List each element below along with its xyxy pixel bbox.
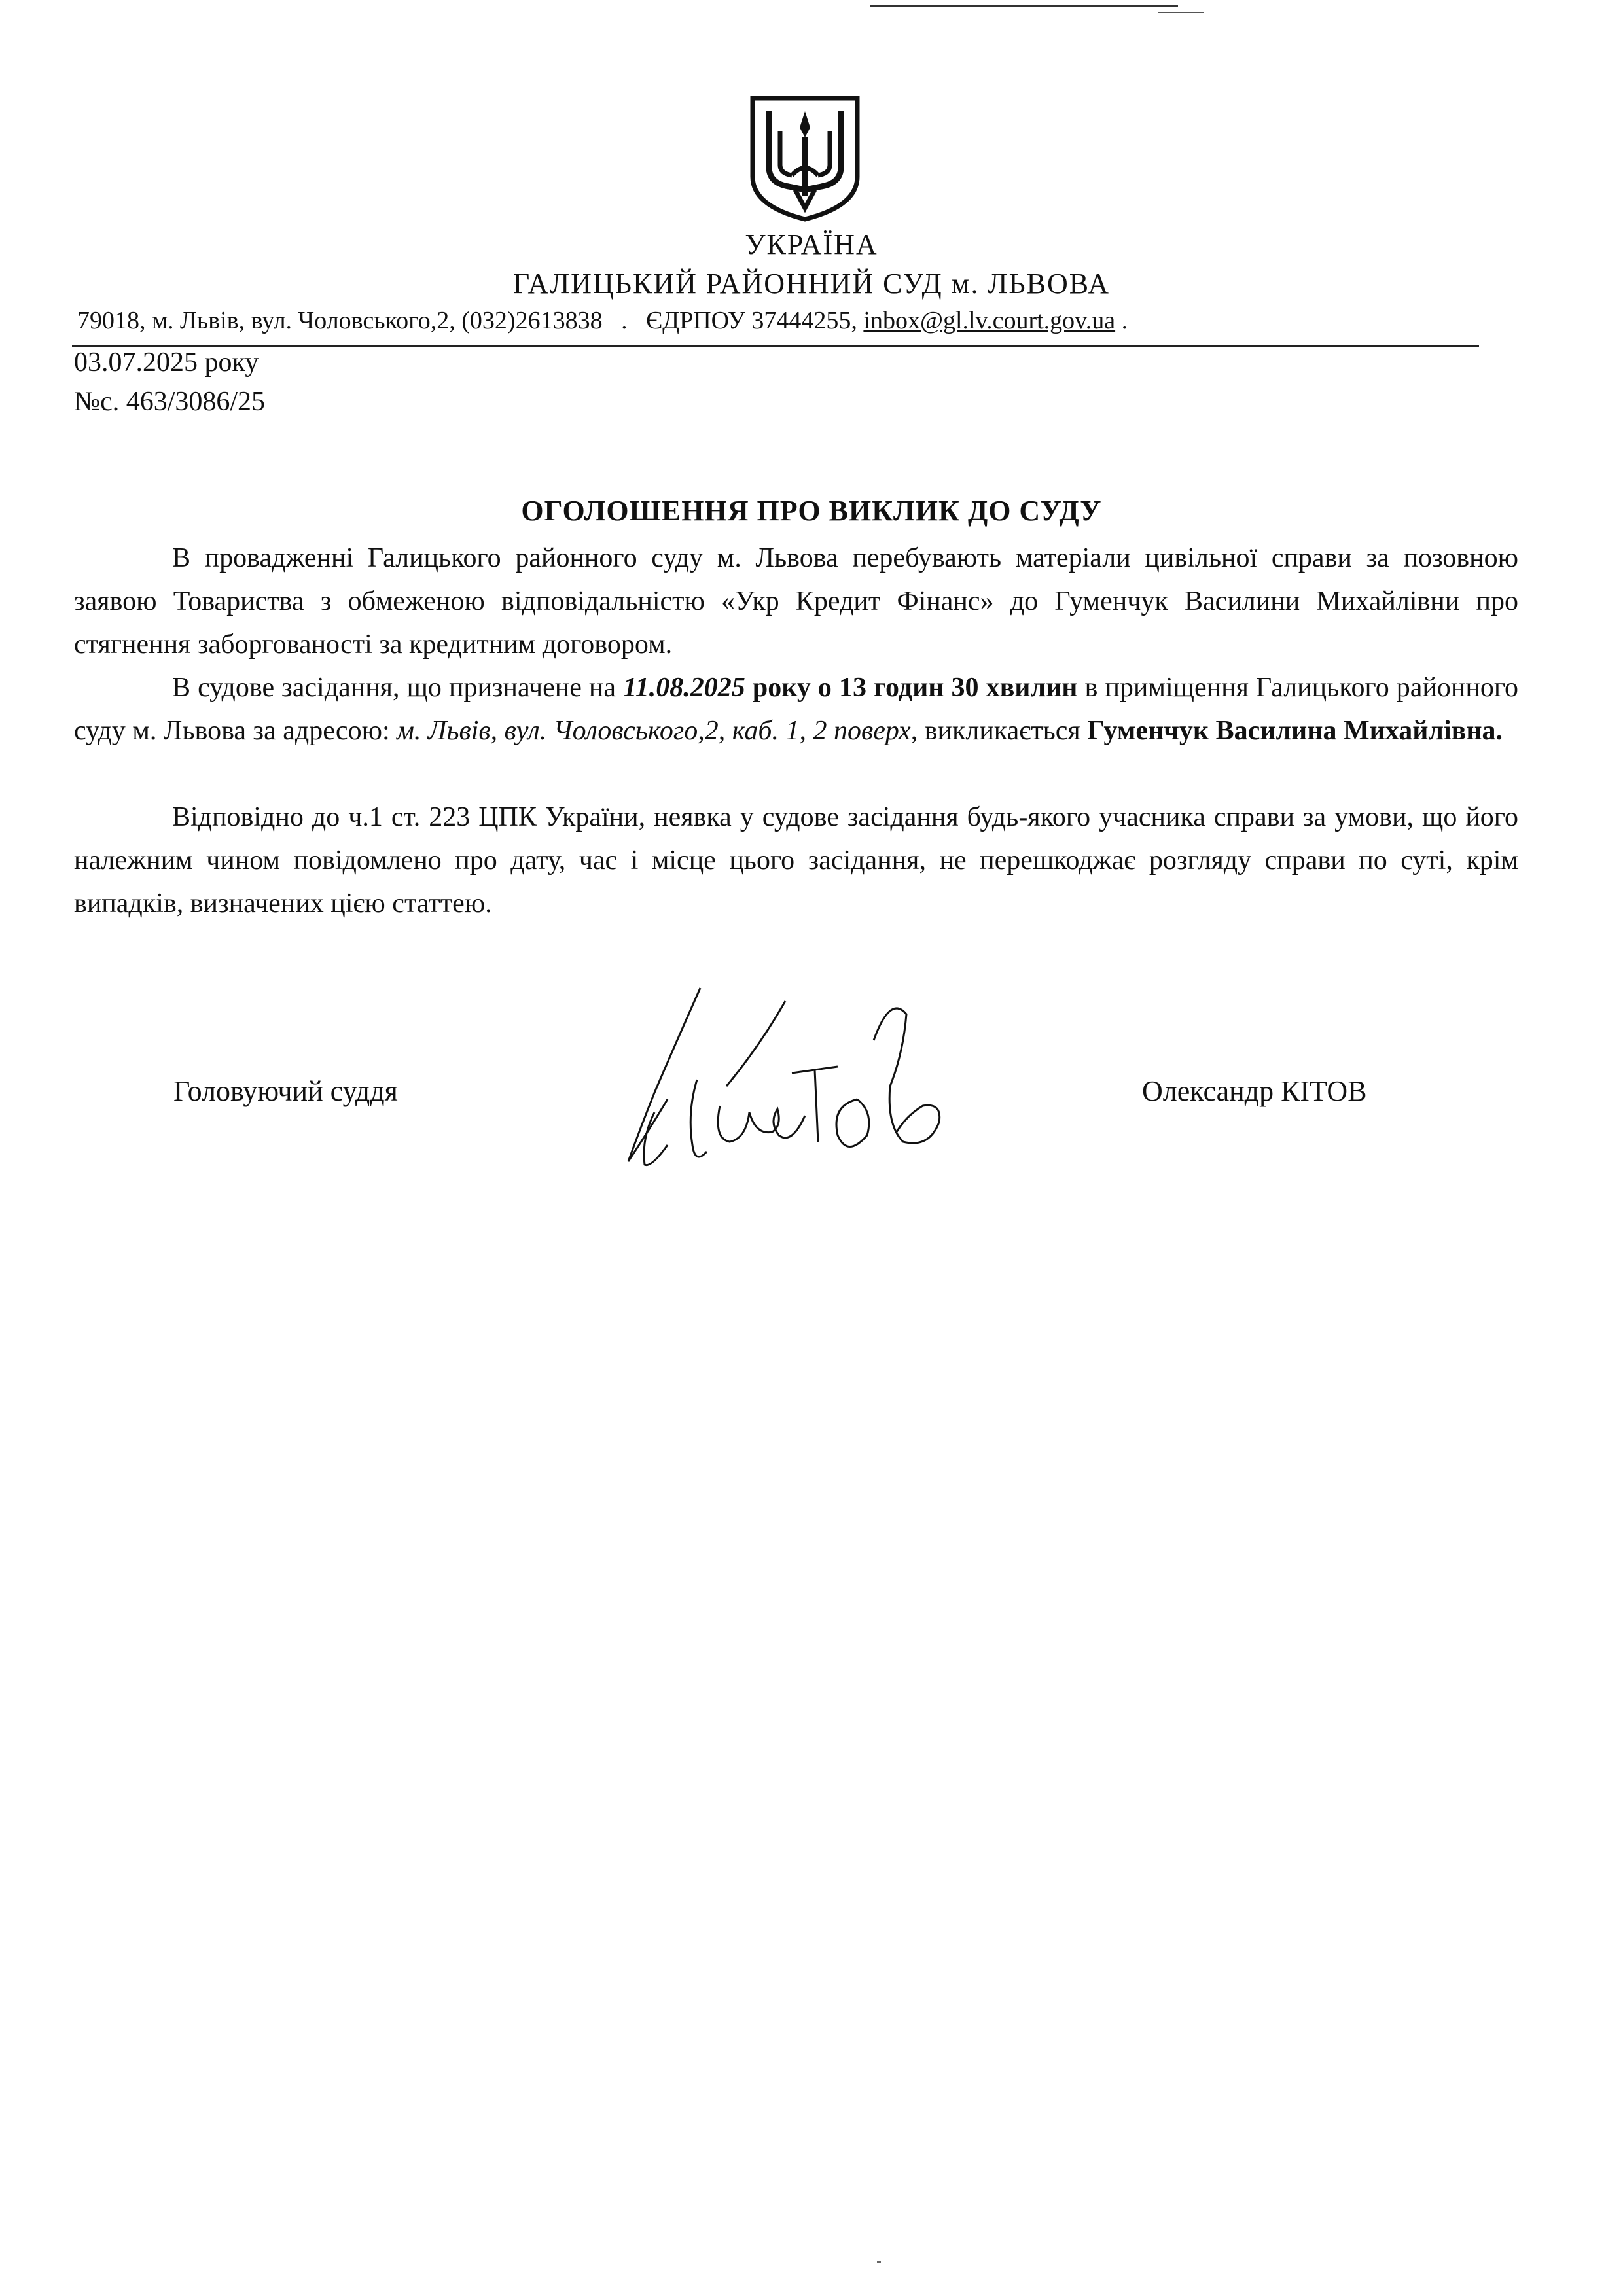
court-email[interactable]: inbox@gl.lv.court.gov.ua: [863, 307, 1116, 334]
hearing-date: 11.08.2025: [623, 673, 745, 703]
header-contact-line: 79018, м. Львів, вул. Чоловського,2, (032)2613838 . ЄДРПОУ 37444255, inbox@gl.lv.court.gov.ua .: [77, 307, 1128, 334]
hearing-time: року о 13 годин 30 хвилин: [752, 673, 1078, 703]
case-number: №с. 463/3086/25: [74, 387, 266, 417]
court-address: 79018, м. Львів, вул. Чоловського,2, (032)2613838: [77, 307, 603, 334]
hearing-address: м. Львів, вул. Чоловського,2, каб. 1, 2 поверх,: [397, 716, 918, 746]
header-country: УКРАЇНА: [745, 228, 878, 260]
court-edrpou: ЄДРПОУ 37444255,: [646, 307, 857, 334]
paragraph-hearing: В судове засідання, що призначене на 11.08.2025 року о 13 годин 30 хвилин в приміщення Галицького районного суду м. Львова за адресою: м. Львів, вул. Чоловського,2, каб. 1, 2 поверх, викликається Гуменчук Василина Михайлівна.: [74, 673, 1519, 746]
scan-artifact: [870, 5, 1178, 7]
paragraph-legal-note: Відповідно до ч.1 ст. 223 ЦПК України, неявка у судове засідання будь-якого учасника справи за умови, що його належним чином повідомлено про дату, час і місце цього засідання, не перешкоджає розгляду справи по суті, крім випадків, визначених цією статтею.: [74, 802, 1518, 919]
scan-artifact: [877, 2261, 881, 2263]
judge-name: Олександр КІТОВ: [1142, 1075, 1367, 1107]
header-court-name: ГАЛИЦЬКИЙ РАЙОННИЙ СУД м. ЛЬВОВА: [512, 268, 1111, 300]
document-date: 03.07.2025 року: [74, 347, 259, 378]
header-divider: [72, 345, 1479, 347]
document-body: [74, 537, 1518, 925]
coat-of-arms-icon: [740, 92, 870, 222]
paragraph-case-info: В провадженні Галицького районного суду м. Львова перебувають матеріали цивільної справи за позовною заявою Товариства з обмеженою відповідальністю «Укр Кредит Фінанс» до Гуменчук Василини Михайлівни про стягнення заборгованості за кредитним договором.: [74, 543, 1518, 660]
document-title: ОГОЛОШЕННЯ ПРО ВИКЛИК ДО СУДУ: [521, 495, 1102, 527]
signature-label: Головуючий суддя: [173, 1075, 398, 1107]
scan-artifact: [1158, 12, 1204, 13]
handwritten-signature: [615, 975, 955, 1171]
summoned-person: Гуменчук Василина Михайлівна.: [1087, 716, 1503, 746]
